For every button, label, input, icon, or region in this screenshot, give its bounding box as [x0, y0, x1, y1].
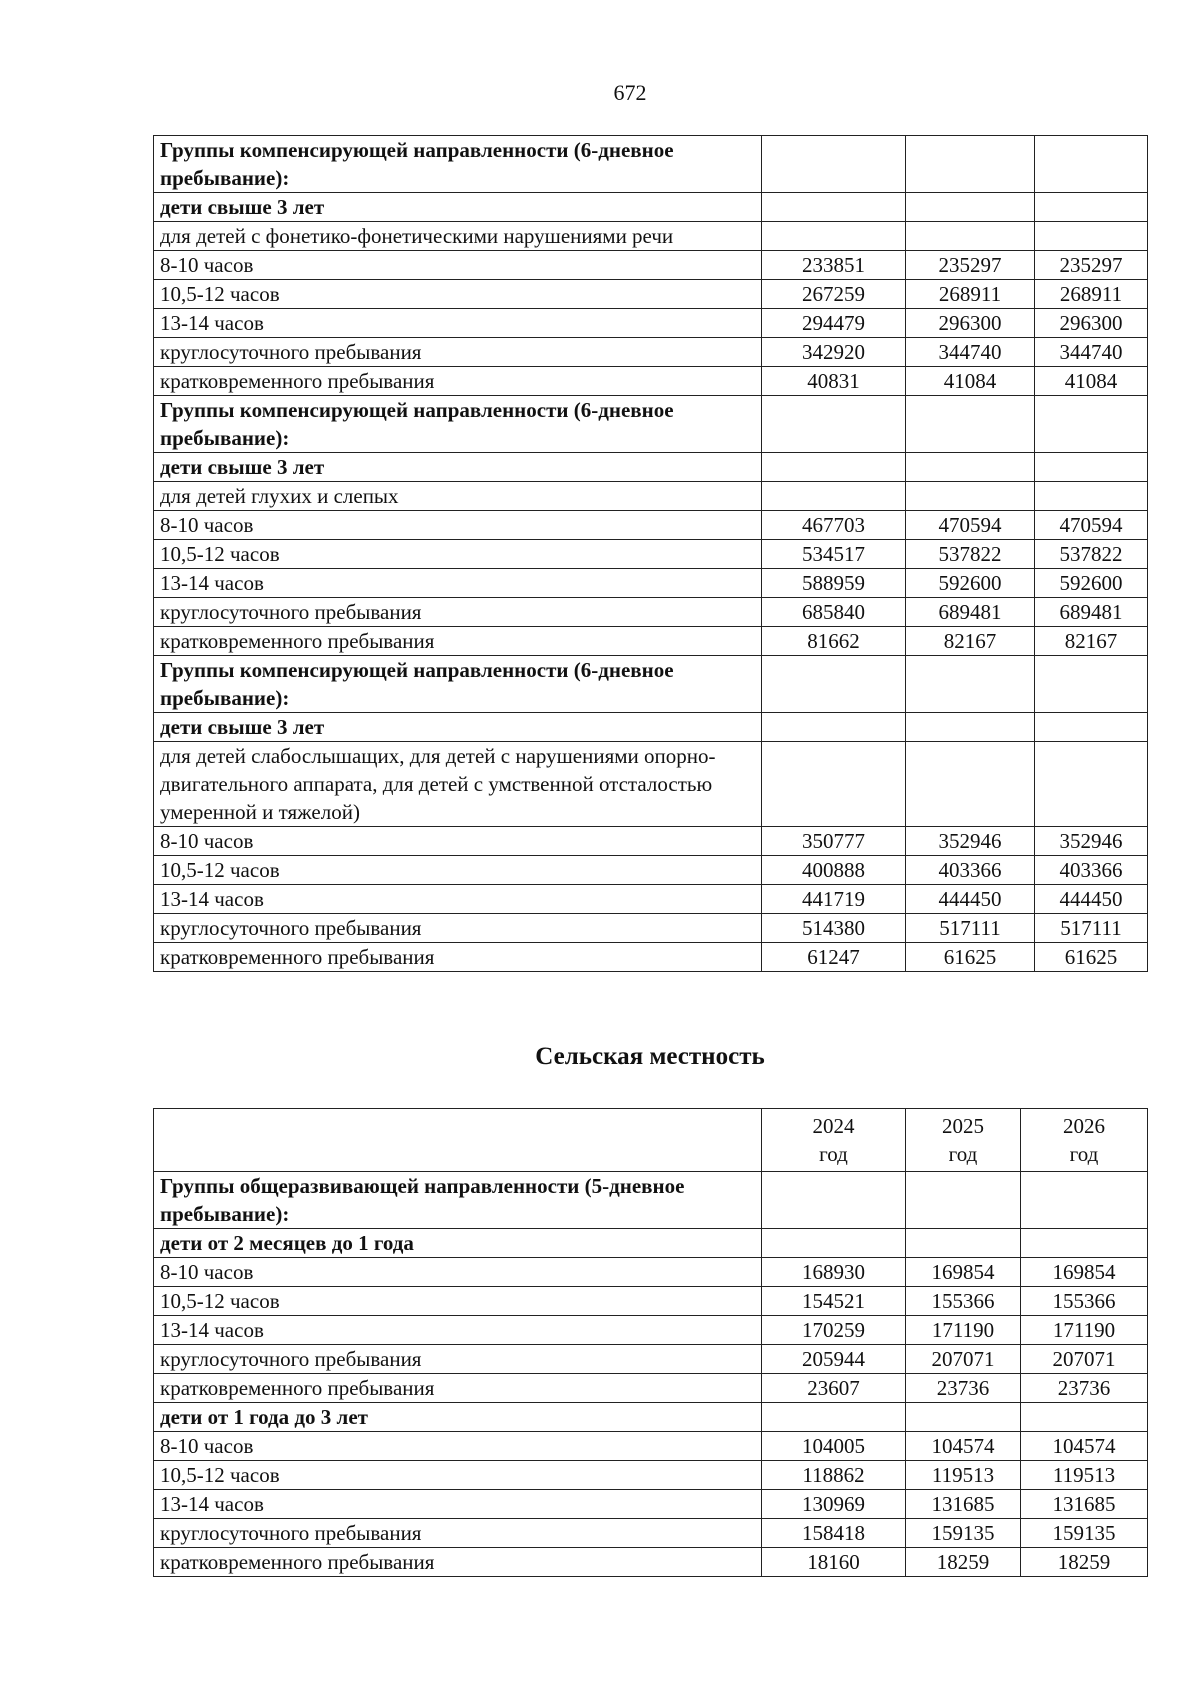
value-cell: 18259 — [1021, 1548, 1148, 1577]
value-cell — [1021, 1403, 1148, 1432]
value-cell: 344740 — [906, 338, 1035, 367]
table-row — [154, 511, 1148, 540]
value-cell: 130969 — [762, 1490, 906, 1519]
table-row — [154, 856, 1148, 885]
value-cell: 159135 — [906, 1519, 1021, 1548]
value-cell: 517111 — [906, 914, 1035, 943]
value-cell: 235297 — [1035, 251, 1148, 280]
value-cell — [906, 193, 1035, 222]
tariff-table-urban — [153, 135, 1148, 972]
value-cell: 104574 — [906, 1432, 1021, 1461]
value-cell — [906, 1403, 1021, 1432]
table-row — [154, 136, 1148, 193]
table-row — [154, 1403, 1148, 1432]
value-cell — [762, 1229, 906, 1258]
table-row — [154, 827, 1148, 856]
table-row — [154, 1519, 1148, 1548]
value-cell — [1035, 482, 1148, 511]
row-label: 8-10 часов — [154, 511, 762, 540]
table-row — [154, 193, 1148, 222]
table-row — [154, 482, 1148, 511]
row-label: 8-10 часов — [154, 1432, 762, 1461]
value-cell — [762, 396, 906, 453]
table-row — [154, 1229, 1148, 1258]
value-cell: 514380 — [762, 914, 906, 943]
value-cell: 171190 — [1021, 1316, 1148, 1345]
value-cell — [762, 1172, 906, 1229]
value-cell — [906, 453, 1035, 482]
table-row — [154, 1432, 1148, 1461]
value-cell: 588959 — [762, 569, 906, 598]
value-cell: 168930 — [762, 1258, 906, 1287]
row-label: кратковременного пребывания — [154, 1374, 762, 1403]
value-cell: 294479 — [762, 309, 906, 338]
row-label: кратковременного пребывания — [154, 627, 762, 656]
table-row — [154, 338, 1148, 367]
value-cell — [906, 1229, 1021, 1258]
row-label: для детей слабослышащих, для детей с нарушениями опорно-двигательного аппарата, для детей с умственной отсталостью умеренной и тяжелой) — [154, 742, 762, 827]
value-cell: 517111 — [1035, 914, 1148, 943]
value-cell: 352946 — [1035, 827, 1148, 856]
row-label: кратковременного пребывания — [154, 1548, 762, 1577]
value-cell — [762, 1403, 906, 1432]
value-cell: 18160 — [762, 1548, 906, 1577]
value-cell: 592600 — [1035, 569, 1148, 598]
value-cell — [1035, 396, 1148, 453]
value-cell: 534517 — [762, 540, 906, 569]
table-row — [154, 598, 1148, 627]
value-cell: 296300 — [906, 309, 1035, 338]
row-label: 8-10 часов — [154, 1258, 762, 1287]
table-row — [154, 943, 1148, 972]
value-cell: 352946 — [906, 827, 1035, 856]
row-label: для детей с фонетико-фонетическими нарушениями речи — [154, 222, 762, 251]
row-label: Группы компенсирующей направленности (6-дневное пребывание): — [154, 656, 762, 713]
row-label: Группы компенсирующей направленности (6-дневное пребывание): — [154, 136, 762, 193]
table-row — [154, 1374, 1148, 1403]
value-cell: 235297 — [906, 251, 1035, 280]
value-cell — [906, 656, 1035, 713]
value-cell: 169854 — [1021, 1258, 1148, 1287]
year-header-cell: 2025 год — [906, 1109, 1021, 1172]
year-header-cell: 2026 год — [1021, 1109, 1148, 1172]
value-cell: 18259 — [906, 1548, 1021, 1577]
value-cell: 444450 — [1035, 885, 1148, 914]
value-cell — [1035, 656, 1148, 713]
value-cell: 61247 — [762, 943, 906, 972]
row-label: дети свыше 3 лет — [154, 713, 762, 742]
table-row — [154, 367, 1148, 396]
table-row — [154, 251, 1148, 280]
table-row — [154, 540, 1148, 569]
value-cell: 296300 — [1035, 309, 1148, 338]
value-cell: 81662 — [762, 627, 906, 656]
value-cell: 685840 — [762, 598, 906, 627]
value-cell: 344740 — [1035, 338, 1148, 367]
table-row — [154, 1548, 1148, 1577]
table-row — [154, 742, 1148, 827]
value-cell — [762, 482, 906, 511]
value-cell: 689481 — [1035, 598, 1148, 627]
value-cell — [906, 742, 1035, 827]
row-label: круглосуточного пребывания — [154, 914, 762, 943]
value-cell: 119513 — [906, 1461, 1021, 1490]
table-row — [154, 1172, 1148, 1229]
row-label: 10,5-12 часов — [154, 540, 762, 569]
value-cell: 207071 — [906, 1345, 1021, 1374]
value-cell — [1035, 193, 1148, 222]
value-cell: 268911 — [906, 280, 1035, 309]
value-cell: 400888 — [762, 856, 906, 885]
row-label: 10,5-12 часов — [154, 1461, 762, 1490]
section-title: Сельская местность — [535, 1043, 765, 1070]
table-row — [154, 713, 1148, 742]
value-cell: 441719 — [762, 885, 906, 914]
table-row — [154, 569, 1148, 598]
row-label: 10,5-12 часов — [154, 856, 762, 885]
table-row — [154, 1316, 1148, 1345]
value-cell: 207071 — [1021, 1345, 1148, 1374]
value-cell: 82167 — [906, 627, 1035, 656]
row-label: круглосуточного пребывания — [154, 1345, 762, 1374]
value-cell: 233851 — [762, 251, 906, 280]
year-header-row — [154, 1109, 1148, 1172]
value-cell — [1035, 453, 1148, 482]
value-cell: 23736 — [906, 1374, 1021, 1403]
value-cell — [906, 222, 1035, 251]
value-cell — [762, 222, 906, 251]
value-cell: 159135 — [1021, 1519, 1148, 1548]
value-cell — [1035, 742, 1148, 827]
table-row — [154, 453, 1148, 482]
value-cell: 41084 — [1035, 367, 1148, 396]
row-label: Группы компенсирующей направленности (6-дневное пребывание): — [154, 396, 762, 453]
row-label: для детей глухих и слепых — [154, 482, 762, 511]
table-row — [154, 280, 1148, 309]
table-row — [154, 1490, 1148, 1519]
row-label: дети от 2 месяцев до 1 года — [154, 1229, 762, 1258]
row-label: круглосуточного пребывания — [154, 1519, 762, 1548]
row-label: дети свыше 3 лет — [154, 453, 762, 482]
value-cell: 444450 — [906, 885, 1035, 914]
value-cell: 131685 — [906, 1490, 1021, 1519]
table-row — [154, 396, 1148, 453]
value-cell: 23736 — [1021, 1374, 1148, 1403]
value-cell: 205944 — [762, 1345, 906, 1374]
value-cell: 470594 — [1035, 511, 1148, 540]
row-label: кратковременного пребывания — [154, 943, 762, 972]
table-row — [154, 656, 1148, 713]
value-cell — [1021, 1229, 1148, 1258]
year-header-cell: 2024 год — [762, 1109, 906, 1172]
value-cell — [906, 136, 1035, 193]
value-cell — [906, 1172, 1021, 1229]
row-label: круглосуточного пребывания — [154, 598, 762, 627]
value-cell — [906, 713, 1035, 742]
value-cell: 118862 — [762, 1461, 906, 1490]
value-cell — [762, 193, 906, 222]
value-cell: 171190 — [906, 1316, 1021, 1345]
value-cell: 537822 — [906, 540, 1035, 569]
page-number: 672 — [613, 80, 647, 105]
table-row — [154, 309, 1148, 338]
value-cell — [762, 742, 906, 827]
row-label: 13-14 часов — [154, 885, 762, 914]
row-label: круглосуточного пребывания — [154, 338, 762, 367]
table-row — [154, 1258, 1148, 1287]
table-row — [154, 222, 1148, 251]
row-label: кратковременного пребывания — [154, 367, 762, 396]
value-cell: 104005 — [762, 1432, 906, 1461]
value-cell: 268911 — [1035, 280, 1148, 309]
value-cell: 154521 — [762, 1287, 906, 1316]
header-empty-cell — [154, 1109, 762, 1172]
value-cell: 537822 — [1035, 540, 1148, 569]
row-label: 8-10 часов — [154, 251, 762, 280]
value-cell — [1035, 222, 1148, 251]
value-cell: 170259 — [762, 1316, 906, 1345]
value-cell — [762, 656, 906, 713]
row-label: дети свыше 3 лет — [154, 193, 762, 222]
value-cell: 592600 — [906, 569, 1035, 598]
table-row — [154, 1345, 1148, 1374]
row-label: 13-14 часов — [154, 1490, 762, 1519]
value-cell: 61625 — [906, 943, 1035, 972]
value-cell: 41084 — [906, 367, 1035, 396]
value-cell — [1035, 713, 1148, 742]
table-row — [154, 627, 1148, 656]
value-cell: 467703 — [762, 511, 906, 540]
value-cell: 403366 — [1035, 856, 1148, 885]
value-cell: 342920 — [762, 338, 906, 367]
value-cell: 131685 — [1021, 1490, 1148, 1519]
row-label: 13-14 часов — [154, 1316, 762, 1345]
row-label: 10,5-12 часов — [154, 280, 762, 309]
row-label: 8-10 часов — [154, 827, 762, 856]
row-label: дети от 1 года до 3 лет — [154, 1403, 762, 1432]
table-row — [154, 1287, 1148, 1316]
value-cell: 689481 — [906, 598, 1035, 627]
row-label: 10,5-12 часов — [154, 1287, 762, 1316]
table-row — [154, 914, 1148, 943]
value-cell — [762, 713, 906, 742]
value-cell: 61625 — [1035, 943, 1148, 972]
table-row — [154, 885, 1148, 914]
value-cell: 470594 — [906, 511, 1035, 540]
value-cell: 155366 — [1021, 1287, 1148, 1316]
value-cell: 267259 — [762, 280, 906, 309]
row-label: Группы общеразвивающей направленности (5-дневное пребывание): — [154, 1172, 762, 1229]
value-cell — [906, 396, 1035, 453]
tariff-table-rural — [153, 1108, 1148, 1577]
value-cell: 169854 — [906, 1258, 1021, 1287]
value-cell — [1035, 136, 1148, 193]
value-cell: 155366 — [906, 1287, 1021, 1316]
value-cell — [906, 482, 1035, 511]
value-cell — [762, 136, 906, 193]
table-row — [154, 1461, 1148, 1490]
value-cell: 82167 — [1035, 627, 1148, 656]
value-cell: 23607 — [762, 1374, 906, 1403]
row-label: 13-14 часов — [154, 309, 762, 338]
value-cell — [762, 453, 906, 482]
value-cell: 104574 — [1021, 1432, 1148, 1461]
value-cell: 119513 — [1021, 1461, 1148, 1490]
value-cell — [1021, 1172, 1148, 1229]
value-cell: 40831 — [762, 367, 906, 396]
value-cell: 350777 — [762, 827, 906, 856]
value-cell: 403366 — [906, 856, 1035, 885]
value-cell: 158418 — [762, 1519, 906, 1548]
row-label: 13-14 часов — [154, 569, 762, 598]
